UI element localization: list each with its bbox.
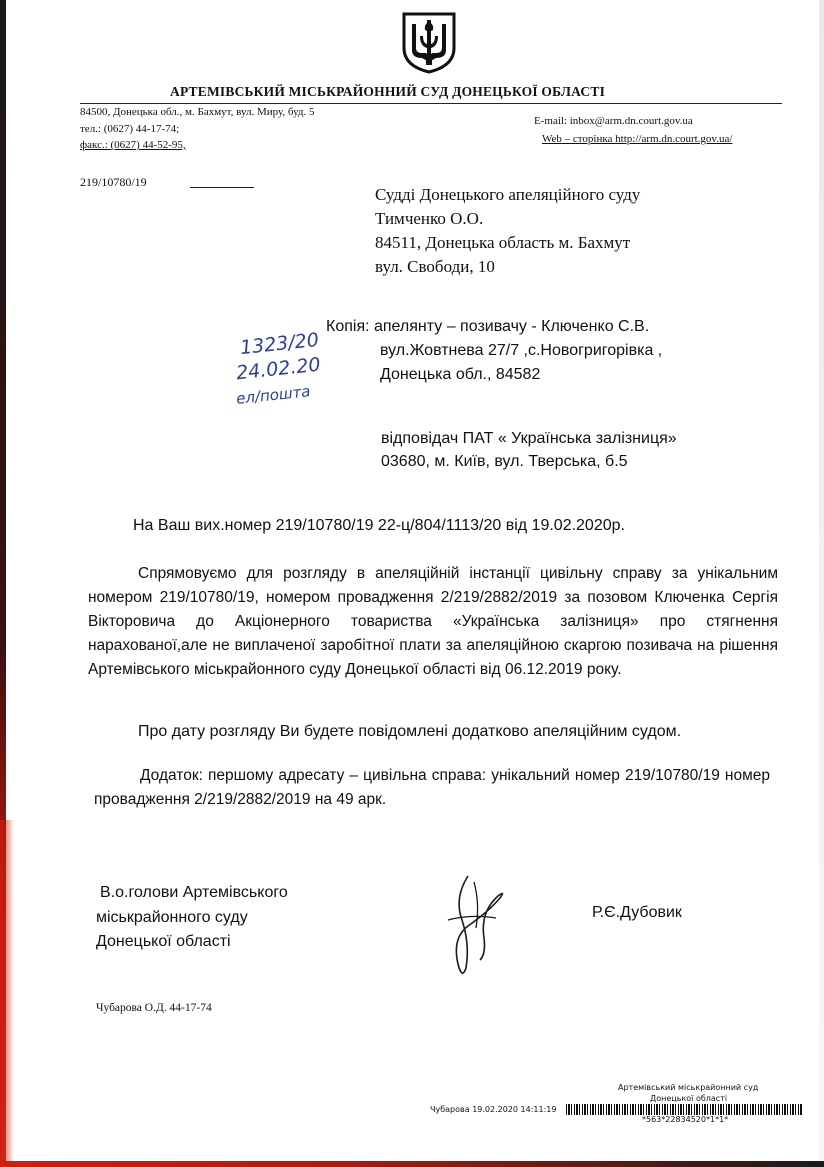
barcode-text: *563*22834520*1*1*: [642, 1115, 729, 1124]
recipient-line-1: Судді Донецького апеляційного суду: [375, 185, 641, 204]
subject-line: На Ваш вих.номер 219/10780/19 22-ц/804/1113/20 від 19.02.2020р.: [133, 517, 625, 534]
recipient-line-2: Тимченко О.О.: [375, 209, 484, 228]
registration-stamp-method: ел/пошта: [235, 382, 312, 408]
signer-name: Р.Є.Дубовик: [592, 904, 682, 921]
reference-number: 219/10780/19: [80, 175, 147, 189]
reference-blank-line: [190, 187, 254, 188]
recipient-line-3: 84511, Донецька область м. Бахмут: [375, 233, 631, 252]
copy-line-3: Донецька обл., 84582: [380, 366, 541, 383]
court-fax: факс.: (0627) 44-52-95,: [80, 139, 186, 151]
recipient-line-4: вул. Свободи, 10: [375, 257, 495, 276]
executor-info: Чубарова О.Д. 44-17-74: [96, 1002, 212, 1014]
paragraph-main: Спрямовуємо для розгляду в апеляційній інстанції цивільну справу за унікальним номером 219/10780/19, номером провадження 2/219/2882/2019 за позовом Ключенка Сергія Вікторовича до Акціонерного товариства «Українська залізниця» про стягнення нарахованої,але не виплаченої заробітної плати за апеляційною скаргою позивача на рішення Артемівського міськрайонного суду Донецької області від 06.12.2019 року.: [88, 565, 778, 678]
signature-title-line-1: В.о.голови Артемівського: [100, 884, 288, 901]
handwritten-signature: [440, 868, 510, 978]
court-phone: тел.: (0627) 44-17-74;: [80, 123, 180, 135]
copy-line-2: вул.Жовтнева 27/7 ,с.Новогригорівка ,: [380, 342, 663, 359]
signature-title-line-3: Донецької області: [96, 933, 231, 950]
coat-of-arms-icon: [398, 10, 460, 74]
paragraph-attachment: Додаток: першому адресату – цивільна справа: унікальний номер 219/10780/19 номер провадження 2/219/2882/2019 на 49 арк.: [94, 767, 770, 808]
signature-title-line-2: міськрайонного суду: [96, 909, 248, 926]
footer-court-line-2: Донецької області: [650, 1094, 728, 1103]
footer-court-line-1: Артемівський міськрайонний суд: [618, 1083, 759, 1092]
court-email: E-mail: inbox@arm.dn.court.gov.ua: [534, 115, 693, 127]
paragraph-notice: Про дату розгляду Ви будете повідомлені додатково апеляційним судом.: [138, 723, 682, 740]
document-barcode: [566, 1104, 802, 1115]
court-address: 84500, Донецька обл., м. Бахмут, вул. Миру, буд. 5: [80, 106, 315, 118]
court-website: Web – сторінка http://arm.dn.court.gov.ua/: [542, 133, 733, 145]
header-divider: [80, 103, 782, 104]
footer-timestamp: Чубарова 19.02.2020 14:11:19: [430, 1105, 557, 1114]
court-name: АРТЕМІВСЬКИЙ МІСЬКРАЙОННИЙ СУД ДОНЕЦЬКОЇ ОБЛАСТІ: [170, 84, 606, 99]
registration-stamp-number: 1323/20: [239, 328, 320, 360]
copy-line-1: Копія: апелянту – позивачу - Ключенко С.В.: [326, 318, 650, 335]
respondent-line-1: відповідач ПАТ « Українська залізниця»: [381, 430, 677, 447]
scan-edge-bottom: [0, 1161, 824, 1167]
respondent-line-2: 03680, м. Київ, вул. Тверська, б.5: [381, 453, 628, 470]
registration-stamp-date: 24.02.20: [235, 353, 322, 385]
scan-edge-bottom-left: [0, 820, 14, 1167]
scan-edge-right: [819, 0, 824, 1167]
